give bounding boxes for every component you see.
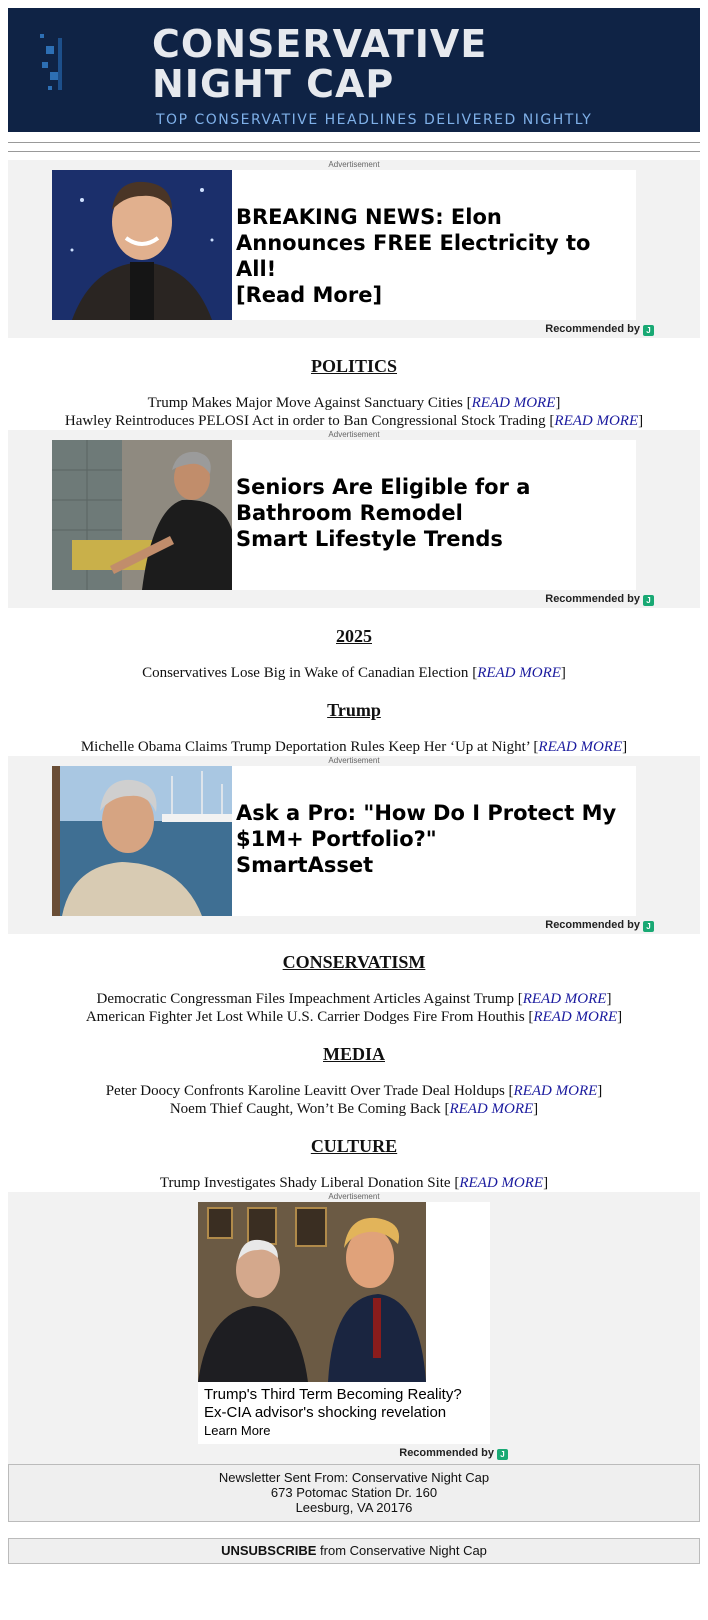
newsletter <box>8 8 700 1564</box>
footer-address <box>8 1464 700 1522</box>
headline-text: Noem Thief Caught, Won’t Be Coming Back <box>169 1101 441 1117</box>
section-title-politics: POLITICS <box>310 356 398 376</box>
headline-text: Democratic Congressman Files Impeachment Articles Against Trump <box>96 991 514 1007</box>
header-tagline: TOP CONSERVATIVE HEADLINES DELIVERED NIGHTLY <box>156 112 593 128</box>
ad-label: Advertisement <box>328 756 380 765</box>
header-title-line2: NIGHT CAP <box>152 62 395 106</box>
recommended-by[interactable] <box>8 916 700 934</box>
ad-copy[interactable] <box>198 1382 490 1440</box>
read-more-link[interactable]: READ MORE <box>471 395 556 411</box>
read-more-link[interactable]: READ MORE <box>522 991 607 1007</box>
recommender-logo-icon: J <box>643 921 654 932</box>
ad-label: Advertisement <box>328 160 380 169</box>
headline-text: Trump Makes Major Move Against Sanctuary Cities <box>147 395 463 411</box>
advertisement-4[interactable] <box>8 1192 700 1464</box>
ad-thumbnail-image[interactable] <box>52 440 232 590</box>
footer-street: 673 Potomac Station Dr. 160 <box>270 1485 438 1500</box>
headline-item: Democratic Congressman Files Impeachment Articles Against Trump [READ MORE] <box>96 991 612 1007</box>
ad-headline: Ask a Pro: "How Do I Protect My $1M+ Portfolio?" <box>236 801 617 851</box>
headline-item: Trump Investigates Shady Liberal Donation Site [READ MORE] <box>159 1175 549 1191</box>
headline-text: Hawley Reintroduces PELOSI Act in order to Ban Congressional Stock Trading <box>64 413 546 429</box>
section-title-conservatism: CONSERVATISM <box>282 952 426 972</box>
ad-card[interactable] <box>52 440 636 590</box>
recommended-by[interactable] <box>8 1444 700 1462</box>
header-title-line1: CONSERVATIVE <box>152 22 488 66</box>
section-title-2025: 2025 <box>336 626 372 646</box>
ad-thumbnail-image[interactable] <box>198 1202 426 1382</box>
headline-text: Michelle Obama Claims Trump Deportation Rules Keep Her ‘Up at Night’ <box>80 739 530 755</box>
unsubscribe-link[interactable] <box>8 1538 700 1564</box>
advertisement-1[interactable] <box>8 160 700 338</box>
header-banner[interactable] <box>8 8 700 132</box>
unsubscribe-rest[interactable]: from Conservative Night Cap <box>316 1543 487 1558</box>
headline-item: Peter Doocy Confronts Karoline Leavitt Over Trade Deal Holdups [READ MORE] <box>105 1083 603 1099</box>
recommended-by[interactable] <box>8 590 700 608</box>
ad-thumbnail-image[interactable] <box>52 170 232 320</box>
recommender-logo-icon: J <box>643 595 654 606</box>
recommender-logo-icon: J <box>497 1449 508 1460</box>
unsubscribe-bold[interactable]: UNSUBSCRIBE <box>221 1543 317 1558</box>
ad-source: Smart Lifestyle Trends <box>236 527 503 551</box>
recommended-label: Recommended by <box>545 593 640 605</box>
ad-learn-more[interactable]: Learn More <box>204 1423 271 1438</box>
ad-card[interactable] <box>52 170 636 320</box>
read-more-link[interactable]: READ MORE <box>533 1009 618 1025</box>
headline-text: Conservatives Lose Big in Wake of Canadian Election <box>142 665 469 681</box>
headline-text: Peter Doocy Confronts Karoline Leavitt Over Trade Deal Holdups <box>105 1083 505 1099</box>
ad-copy[interactable] <box>232 440 636 590</box>
recommended-label: Recommended by <box>399 1447 494 1459</box>
read-more-link[interactable]: READ MORE <box>449 1101 534 1117</box>
read-more-link[interactable]: READ MORE <box>513 1083 598 1099</box>
headline-item: American Fighter Jet Lost While U.S. Carrier Dodges Fire From Houthis [READ MORE] <box>85 1009 623 1025</box>
ad-thumbnail-image[interactable] <box>52 766 232 916</box>
recommender-logo-icon: J <box>643 325 654 336</box>
read-more-link[interactable]: READ MORE <box>459 1175 544 1191</box>
ad-subheadline: Ex-CIA advisor's shocking revelation <box>204 1404 447 1421</box>
headline-item: Hawley Reintroduces PELOSI Act in order to Ban Congressional Stock Trading [READ MORE] <box>64 413 644 429</box>
ad-source: [Read More] <box>236 283 383 307</box>
ad-label: Advertisement <box>328 430 380 439</box>
read-more-link[interactable]: READ MORE <box>538 739 623 755</box>
read-more-link[interactable]: READ MORE <box>554 413 639 429</box>
recommended-by[interactable] <box>8 320 700 338</box>
ad-label: Advertisement <box>328 1192 380 1201</box>
ad-headline: Seniors Are Eligible for a Bathroom Remodel <box>236 475 531 525</box>
section-title-media: MEDIA <box>323 1044 385 1064</box>
recommended-label: Recommended by <box>545 323 640 335</box>
ad-copy[interactable] <box>232 766 636 916</box>
headline-text: Trump Investigates Shady Liberal Donation Site <box>159 1175 451 1191</box>
ad-card[interactable] <box>198 1202 490 1444</box>
ad-card[interactable] <box>52 766 636 916</box>
section-title-trump: Trump <box>327 700 381 720</box>
advertisement-2[interactable] <box>8 430 700 608</box>
pixel-dots-decoration <box>22 34 72 98</box>
headline-item: Michelle Obama Claims Trump Deportation Rules Keep Her ‘Up at Night’ [READ MORE] <box>80 739 628 755</box>
ad-headline: Trump's Third Term Becoming Reality? <box>204 1386 462 1403</box>
ad-copy[interactable] <box>232 170 636 320</box>
footer-city: Leesburg, VA 20176 <box>295 1500 413 1515</box>
headline-text: American Fighter Jet Lost While U.S. Carrier Dodges Fire From Houthis <box>85 1009 525 1025</box>
headline-item: Conservatives Lose Big in Wake of Canadian Election [READ MORE] <box>142 665 566 681</box>
recommended-label: Recommended by <box>545 919 640 931</box>
advertisement-3[interactable] <box>8 756 700 934</box>
section-title-culture: CULTURE <box>310 1136 398 1156</box>
ad-headline: BREAKING NEWS: Elon Announces FREE Electricity to All! <box>236 205 591 281</box>
headline-item: Noem Thief Caught, Won’t Be Coming Back [READ MORE] <box>169 1101 539 1117</box>
footer-sender: Newsletter Sent From: Conservative Night Cap <box>218 1470 490 1485</box>
headline-item: Trump Makes Major Move Against Sanctuary Cities [READ MORE] <box>147 395 561 411</box>
read-more-link[interactable]: READ MORE <box>477 665 561 681</box>
ad-source: SmartAsset <box>236 853 374 877</box>
